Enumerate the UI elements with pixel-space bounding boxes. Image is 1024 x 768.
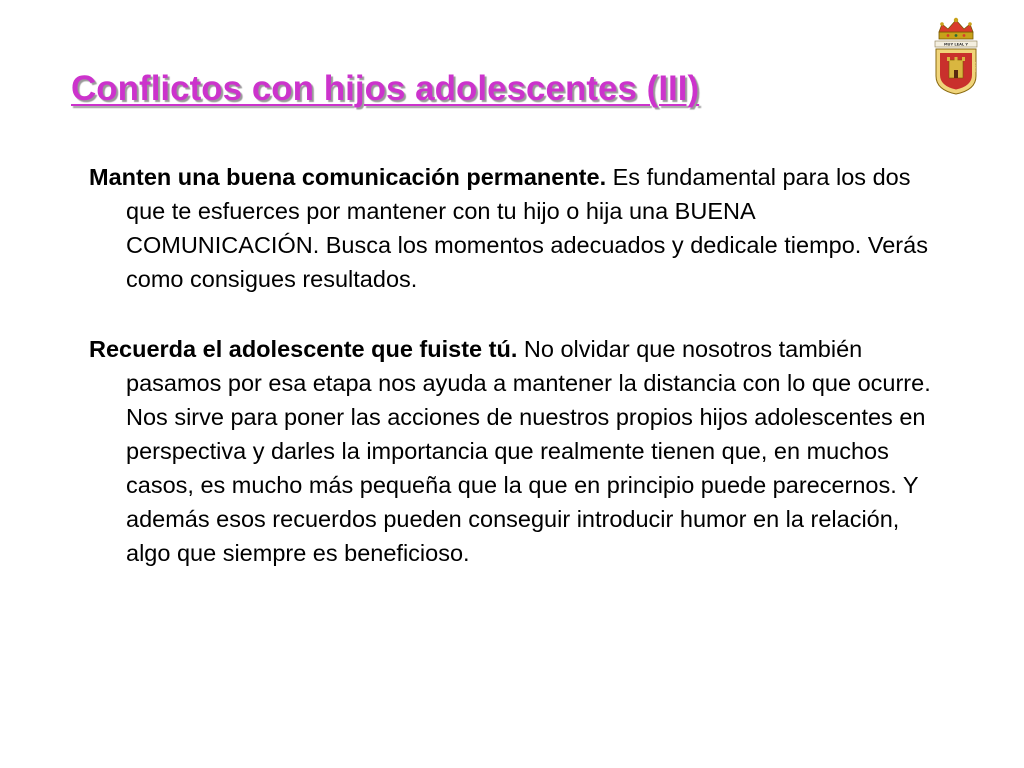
svg-text:MUY LEAL Y: MUY LEAL Y (943, 42, 969, 47)
paragraph-lead: Recuerda el adolescente que fuiste tú. (89, 336, 518, 362)
shield-icon (936, 49, 978, 94)
paragraph-text: Es fundamental para los dos que te esfuerces por mantener con tu hijo o hija una BUENA COMUNICACIÓN. Busca los momentos adecuados y dedicale tiempo. Verás como consigues resultados. (126, 164, 928, 292)
slide-body (89, 160, 949, 606)
svg-text:NOBLE: NOBLE (973, 62, 977, 73)
paragraph-communication (89, 160, 949, 296)
paragraph-remember (89, 332, 949, 570)
svg-text:VILLA: VILLA (935, 59, 940, 68)
slide-title: Conflictos con hijos adolescentes (III) (71, 69, 700, 108)
paragraph-lead: Manten una buena comunicación permanente. (89, 164, 607, 190)
crown-icon (939, 18, 973, 39)
paragraph-text: No olvidar que nosotros también pasamos por esa etapa nos ayuda a mantener la distancia con lo que ocurre. Nos sirve para poner las acciones de nuestros propios hijos adolescentes en perspectiva y darles la importancia que realmente tienen que, en muchos casos, es mucho más pequeña que la que en principio puede parecernos. Y además esos recuerdos pueden conseguir introducir humor en la relación, algo que siempre es beneficioso. (126, 336, 931, 566)
coat-of-arms-icon (930, 16, 982, 96)
